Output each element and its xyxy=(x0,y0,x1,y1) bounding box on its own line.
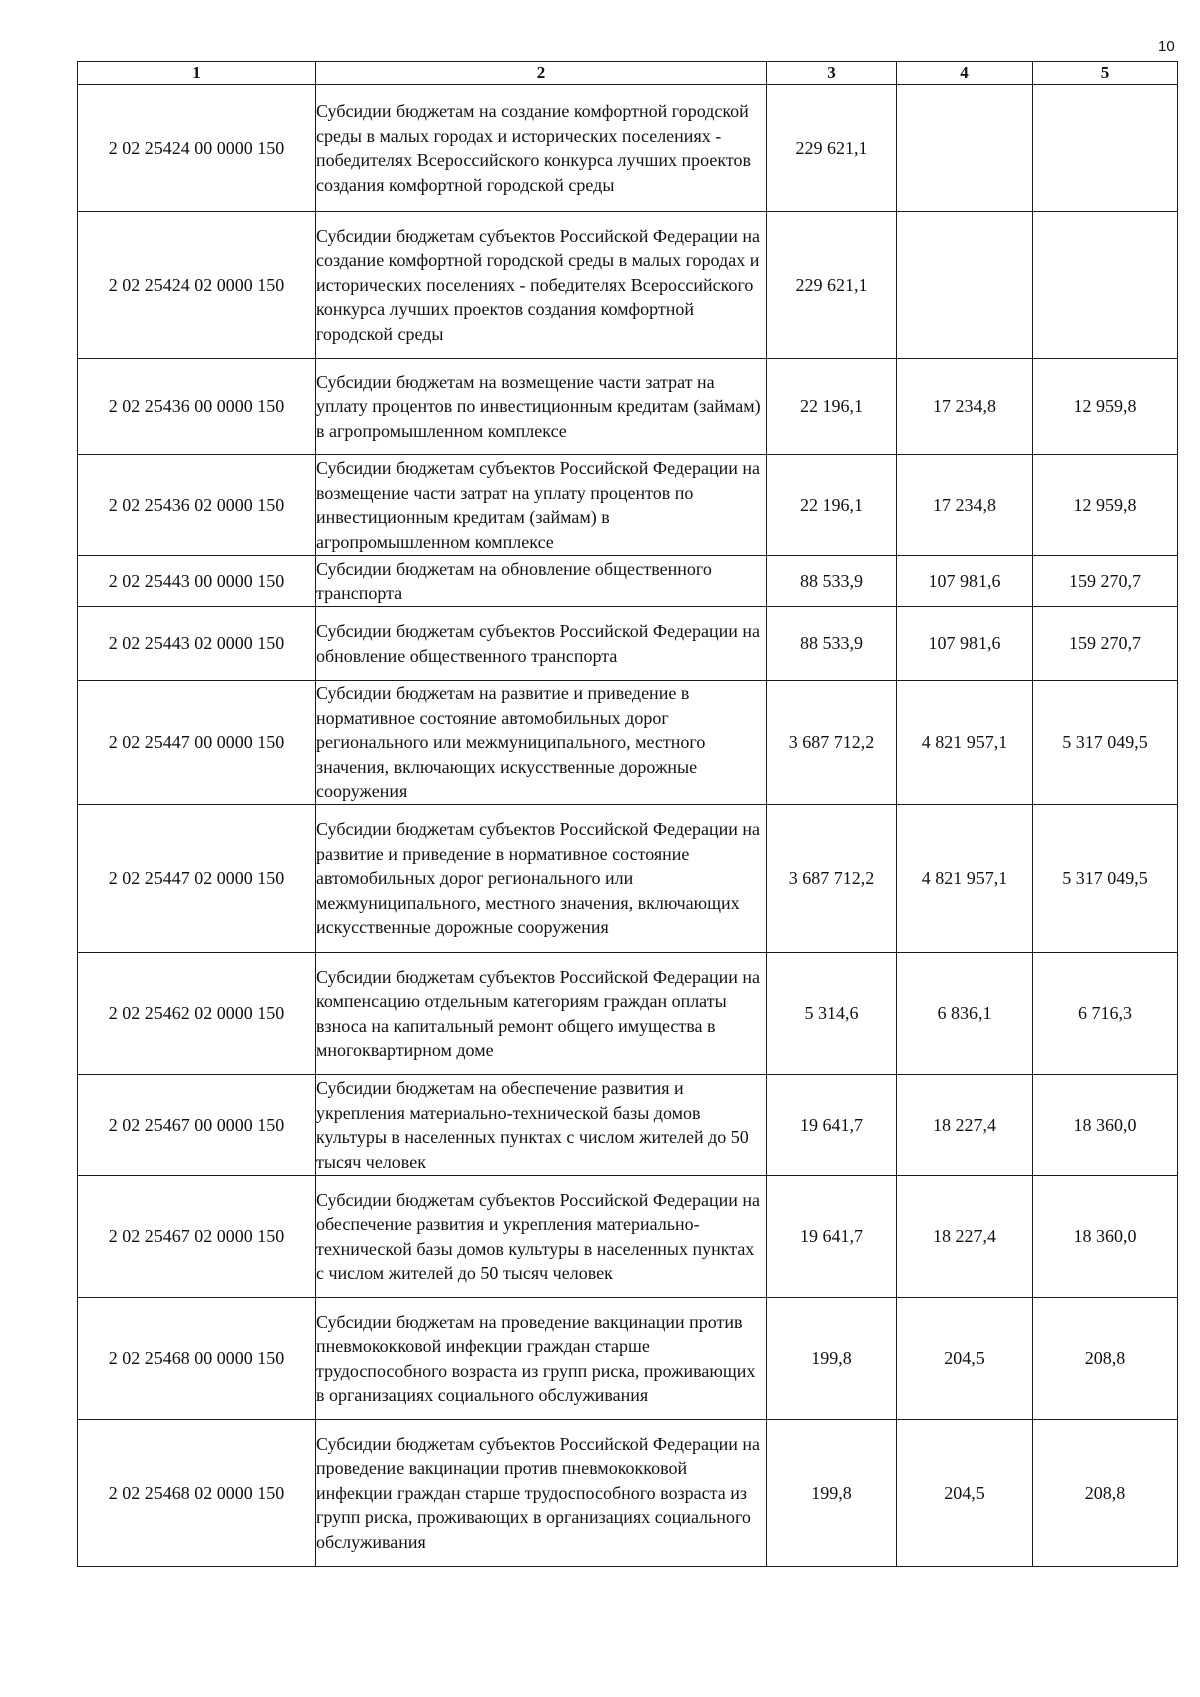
row-value-col5: 5 317 049,5 xyxy=(1033,805,1178,953)
table-row xyxy=(78,359,1178,455)
column-header-2: 2 xyxy=(316,62,767,85)
header-row xyxy=(78,62,1178,85)
row-value-col3: 229 621,1 xyxy=(767,212,897,359)
table-row xyxy=(78,455,1178,556)
row-description: Субсидии бюджетам на возмещение части затрат на уплату процентов по инвестиционным кредитам (займам) в агропромышленном комплексе xyxy=(316,359,767,455)
row-description: Субсидии бюджетам субъектов Российской Федерации на компенсацию отдельным категориям граждан оплаты взноса на капитальный ремонт общего имущества в многоквартирном доме xyxy=(316,953,767,1075)
row-value-col3: 88 533,9 xyxy=(767,607,897,681)
row-code: 2 02 25436 00 0000 150 xyxy=(78,359,316,455)
row-value-col3: 229 621,1 xyxy=(767,85,897,212)
row-value-col4 xyxy=(897,85,1033,212)
row-value-col4: 17 234,8 xyxy=(897,455,1033,556)
row-description: Субсидии бюджетам субъектов Российской Федерации на возмещение части затрат на уплату процентов по инвестиционным кредитам (займам) в агропромышленном комплексе xyxy=(316,455,767,556)
table-row xyxy=(78,953,1178,1075)
table-row xyxy=(78,556,1178,607)
column-header-5: 5 xyxy=(1033,62,1178,85)
table-row xyxy=(78,85,1178,212)
row-value-col5 xyxy=(1033,85,1178,212)
table-row xyxy=(78,1075,1178,1176)
row-value-col3: 88 533,9 xyxy=(767,556,897,607)
row-code: 2 02 25424 00 0000 150 xyxy=(78,85,316,212)
table-row xyxy=(78,681,1178,805)
row-code: 2 02 25443 02 0000 150 xyxy=(78,607,316,681)
table-row xyxy=(78,805,1178,953)
row-value-col3: 3 687 712,2 xyxy=(767,681,897,805)
page-number: 10 xyxy=(1158,38,1175,55)
row-description: Субсидии бюджетам на обновление общественного транспорта xyxy=(316,556,767,607)
row-value-col5: 12 959,8 xyxy=(1033,359,1178,455)
row-code: 2 02 25443 00 0000 150 xyxy=(78,556,316,607)
row-code: 2 02 25447 00 0000 150 xyxy=(78,681,316,805)
row-value-col3: 199,8 xyxy=(767,1420,897,1567)
row-description: Субсидии бюджетам на проведение вакцинации против пневмококковой инфекции граждан старше трудоспособного возраста из групп риска, проживающих в организациях социального обслуживания xyxy=(316,1298,767,1420)
table-row xyxy=(78,1176,1178,1298)
row-code: 2 02 25467 00 0000 150 xyxy=(78,1075,316,1176)
row-value-col3: 19 641,7 xyxy=(767,1075,897,1176)
row-value-col4: 204,5 xyxy=(897,1298,1033,1420)
row-description: Субсидии бюджетам субъектов Российской Федерации на обеспечение развития и укрепления материально-технической базы домов культуры в населенных пунктах с числом жителей до 50 тысяч человек xyxy=(316,1176,767,1298)
budget-table xyxy=(77,61,1178,1567)
row-description: Субсидии бюджетам субъектов Российской Федерации на развитие и приведение в нормативное состояние автомобильных дорог регионального или межмуниципального, местного значения, включающих искусственные дорожные сооружения xyxy=(316,805,767,953)
row-value-col5: 5 317 049,5 xyxy=(1033,681,1178,805)
row-description: Субсидии бюджетам субъектов Российской Федерации на обновление общественного транспорта xyxy=(316,607,767,681)
row-value-col5: 18 360,0 xyxy=(1033,1176,1178,1298)
row-value-col5: 159 270,7 xyxy=(1033,556,1178,607)
row-value-col5: 18 360,0 xyxy=(1033,1075,1178,1176)
row-value-col4: 204,5 xyxy=(897,1420,1033,1567)
row-description: Субсидии бюджетам на обеспечение развития и укрепления материально-технической базы домов культуры в населенных пунктах с числом жителей до 50 тысяч человек xyxy=(316,1075,767,1176)
column-header-4: 4 xyxy=(897,62,1033,85)
row-value-col5: 208,8 xyxy=(1033,1420,1178,1567)
row-value-col4 xyxy=(897,212,1033,359)
row-code: 2 02 25424 02 0000 150 xyxy=(78,212,316,359)
row-value-col3: 22 196,1 xyxy=(767,455,897,556)
row-code: 2 02 25436 02 0000 150 xyxy=(78,455,316,556)
row-value-col4: 4 821 957,1 xyxy=(897,805,1033,953)
table-row xyxy=(78,607,1178,681)
row-value-col4: 107 981,6 xyxy=(897,556,1033,607)
row-description: Субсидии бюджетам субъектов Российской Федерации на создание комфортной городской среды в малых городах и исторических поселениях - победителях Всероссийского конкурса лучших проектов создания комфортной городской среды xyxy=(316,212,767,359)
table-row xyxy=(78,212,1178,359)
row-description: Субсидии бюджетам субъектов Российской Федерации на проведение вакцинации против пневмококковой инфекции граждан старше трудоспособного возраста из групп риска, проживающих в организациях социального обслуживания xyxy=(316,1420,767,1567)
row-value-col5: 159 270,7 xyxy=(1033,607,1178,681)
row-value-col5: 12 959,8 xyxy=(1033,455,1178,556)
table-row xyxy=(78,1420,1178,1567)
row-value-col3: 22 196,1 xyxy=(767,359,897,455)
row-value-col5: 6 716,3 xyxy=(1033,953,1178,1075)
row-description: Субсидии бюджетам на создание комфортной городской среды в малых городах и исторических поселениях - победителях Всероссийского конкурса лучших проектов создания комфортной городской среды xyxy=(316,85,767,212)
row-value-col4: 18 227,4 xyxy=(897,1176,1033,1298)
column-header-3: 3 xyxy=(767,62,897,85)
row-description: Субсидии бюджетам на развитие и приведение в нормативное состояние автомобильных дорог регионального или межмуниципального, местного значения, включающих искусственные дорожные сооружения xyxy=(316,681,767,805)
row-value-col5: 208,8 xyxy=(1033,1298,1178,1420)
row-value-col4: 4 821 957,1 xyxy=(897,681,1033,805)
row-value-col4: 6 836,1 xyxy=(897,953,1033,1075)
row-value-col3: 3 687 712,2 xyxy=(767,805,897,953)
row-code: 2 02 25468 00 0000 150 xyxy=(78,1298,316,1420)
table-row xyxy=(78,1298,1178,1420)
row-code: 2 02 25467 02 0000 150 xyxy=(78,1176,316,1298)
row-value-col4: 107 981,6 xyxy=(897,607,1033,681)
column-header-1: 1 xyxy=(78,62,316,85)
row-value-col4: 18 227,4 xyxy=(897,1075,1033,1176)
row-value-col3: 199,8 xyxy=(767,1298,897,1420)
row-code: 2 02 25447 02 0000 150 xyxy=(78,805,316,953)
row-value-col3: 5 314,6 xyxy=(767,953,897,1075)
row-value-col4: 17 234,8 xyxy=(897,359,1033,455)
row-value-col5 xyxy=(1033,212,1178,359)
row-value-col3: 19 641,7 xyxy=(767,1176,897,1298)
row-code: 2 02 25468 02 0000 150 xyxy=(78,1420,316,1567)
row-code: 2 02 25462 02 0000 150 xyxy=(78,953,316,1075)
